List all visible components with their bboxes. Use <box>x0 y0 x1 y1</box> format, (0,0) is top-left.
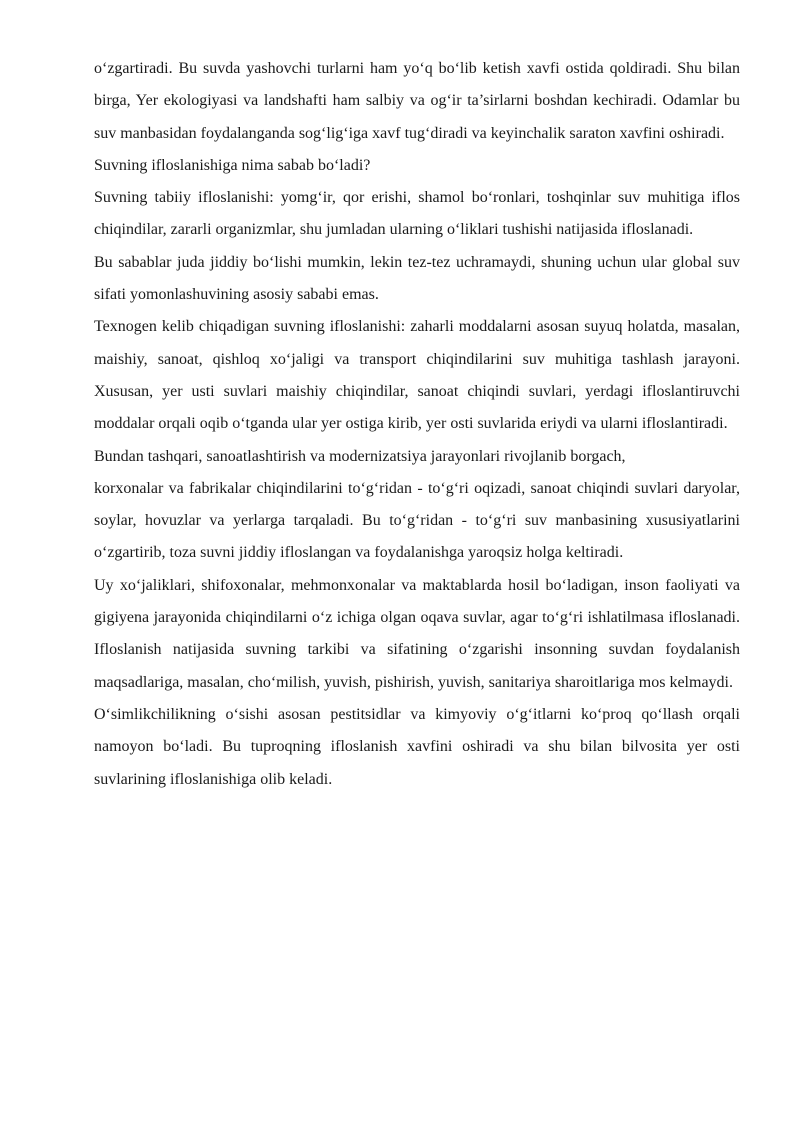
paragraph-industrial-waste: korxonalar va fabrikalar chiqindilarini to‘g‘ridan - to‘g‘ri oqizadi, sanoat chiqindi suvlari daryolar, soylar, hovuzlar va yerlarga tarqaladi. Bu to‘g‘ridan - to‘g‘ri suv manbasining xususiyatlarini o‘zgartirib, toza suvni jiddiy ifloslangan va foydalanishga yaroqsiz holga keltiradi. <box>94 479 740 562</box>
paragraph-agriculture: O‘simlikchilikning o‘sishi asosan pestitsidlar va kimyoviy o‘g‘itlarni ko‘proq qo‘llash orqali namoyon bo‘ladi. Bu tuproqning ifloslanish xavfini oshiradi va shu bilan bilvosita yer osti suvlarining ifloslanishiga olib keladi. <box>94 705 740 788</box>
paragraph-household-wastewater: Uy xo‘jaliklari, shifoxonalar, mehmonxonalar va maktablarda hosil bo‘ladigan, inson faoliyati va gigiyena jarayonida chiqindilarni o‘z ichiga olgan oqava suvlar, agar to‘g‘ri ishlatilmasa ifloslanadi. Ifloslanish natijasida suvning tarkibi va sifatining o‘zgarishi insonning suvdan foydalanish maqsadlariga, masalan, cho‘milish, yuvish, pishirish, yuvish, sanitariya sharoitlariga mos kelmaydi. <box>94 576 740 691</box>
document-page <box>94 53 740 796</box>
paragraph-natural-pollution: Suvning tabiiy ifloslanishi: yomg‘ir, qor erishi, shamol bo‘ronlari, toshqinlar suv muhitiga iflos chiqindilar, zararli organizmlar, shu jumladan ularning o‘liklari tushishi natijasida ifloslanadi. <box>94 189 740 239</box>
paragraph-technogenic-pollution: Texnogen kelib chiqadigan suvning ifloslanishi: zaharli moddalarni asosan suyuq holatda, masalan, maishiy, sanoat, qishloq xo‘jaligi va transport chiqindilarini suv muhitiga tashlash jarayoni. Xususan, yer usti suvlari maishiy chiqindilar, sanoat chiqindi suvlari, yerdagi ifloslantiruvchi moddalar orqali oqib o‘tganda ular yer ostiga kirib, yer osti suvlarida eriydi va ularni ifloslantiradi. <box>94 318 740 433</box>
paragraph-industrialization-intro: Bundan tashqari, sanoatlashtirish va modernizatsiya jarayonlari rivojlanib borgach, <box>94 447 626 465</box>
paragraph-question-heading: Suvning ifloslanishiga nima sabab bo‘ladi? <box>94 156 371 174</box>
paragraph-natural-causes-note: Bu sabablar juda jiddiy bo‘lishi mumkin, lekin tez-tez uchramaydi, shuning uchun ular global suv sifati yomonlashuvining asosiy sababi emas. <box>94 253 740 304</box>
paragraph-health-risk: o‘zgartiradi. Bu suvda yashovchi turlarni ham yo‘q bo‘lib ketish xavfi ostida qoldiradi. Shu bilan birga, Yer ekologiyasi va landshafti ham salbiy va og‘ir ta’sirlarni boshdan kechiradi. Odamlar bu suv manbasidan foydalanganda sog‘lig‘iga xavf tug‘diradi va keyinchalik saraton xavfini oshiradi. <box>94 60 740 142</box>
